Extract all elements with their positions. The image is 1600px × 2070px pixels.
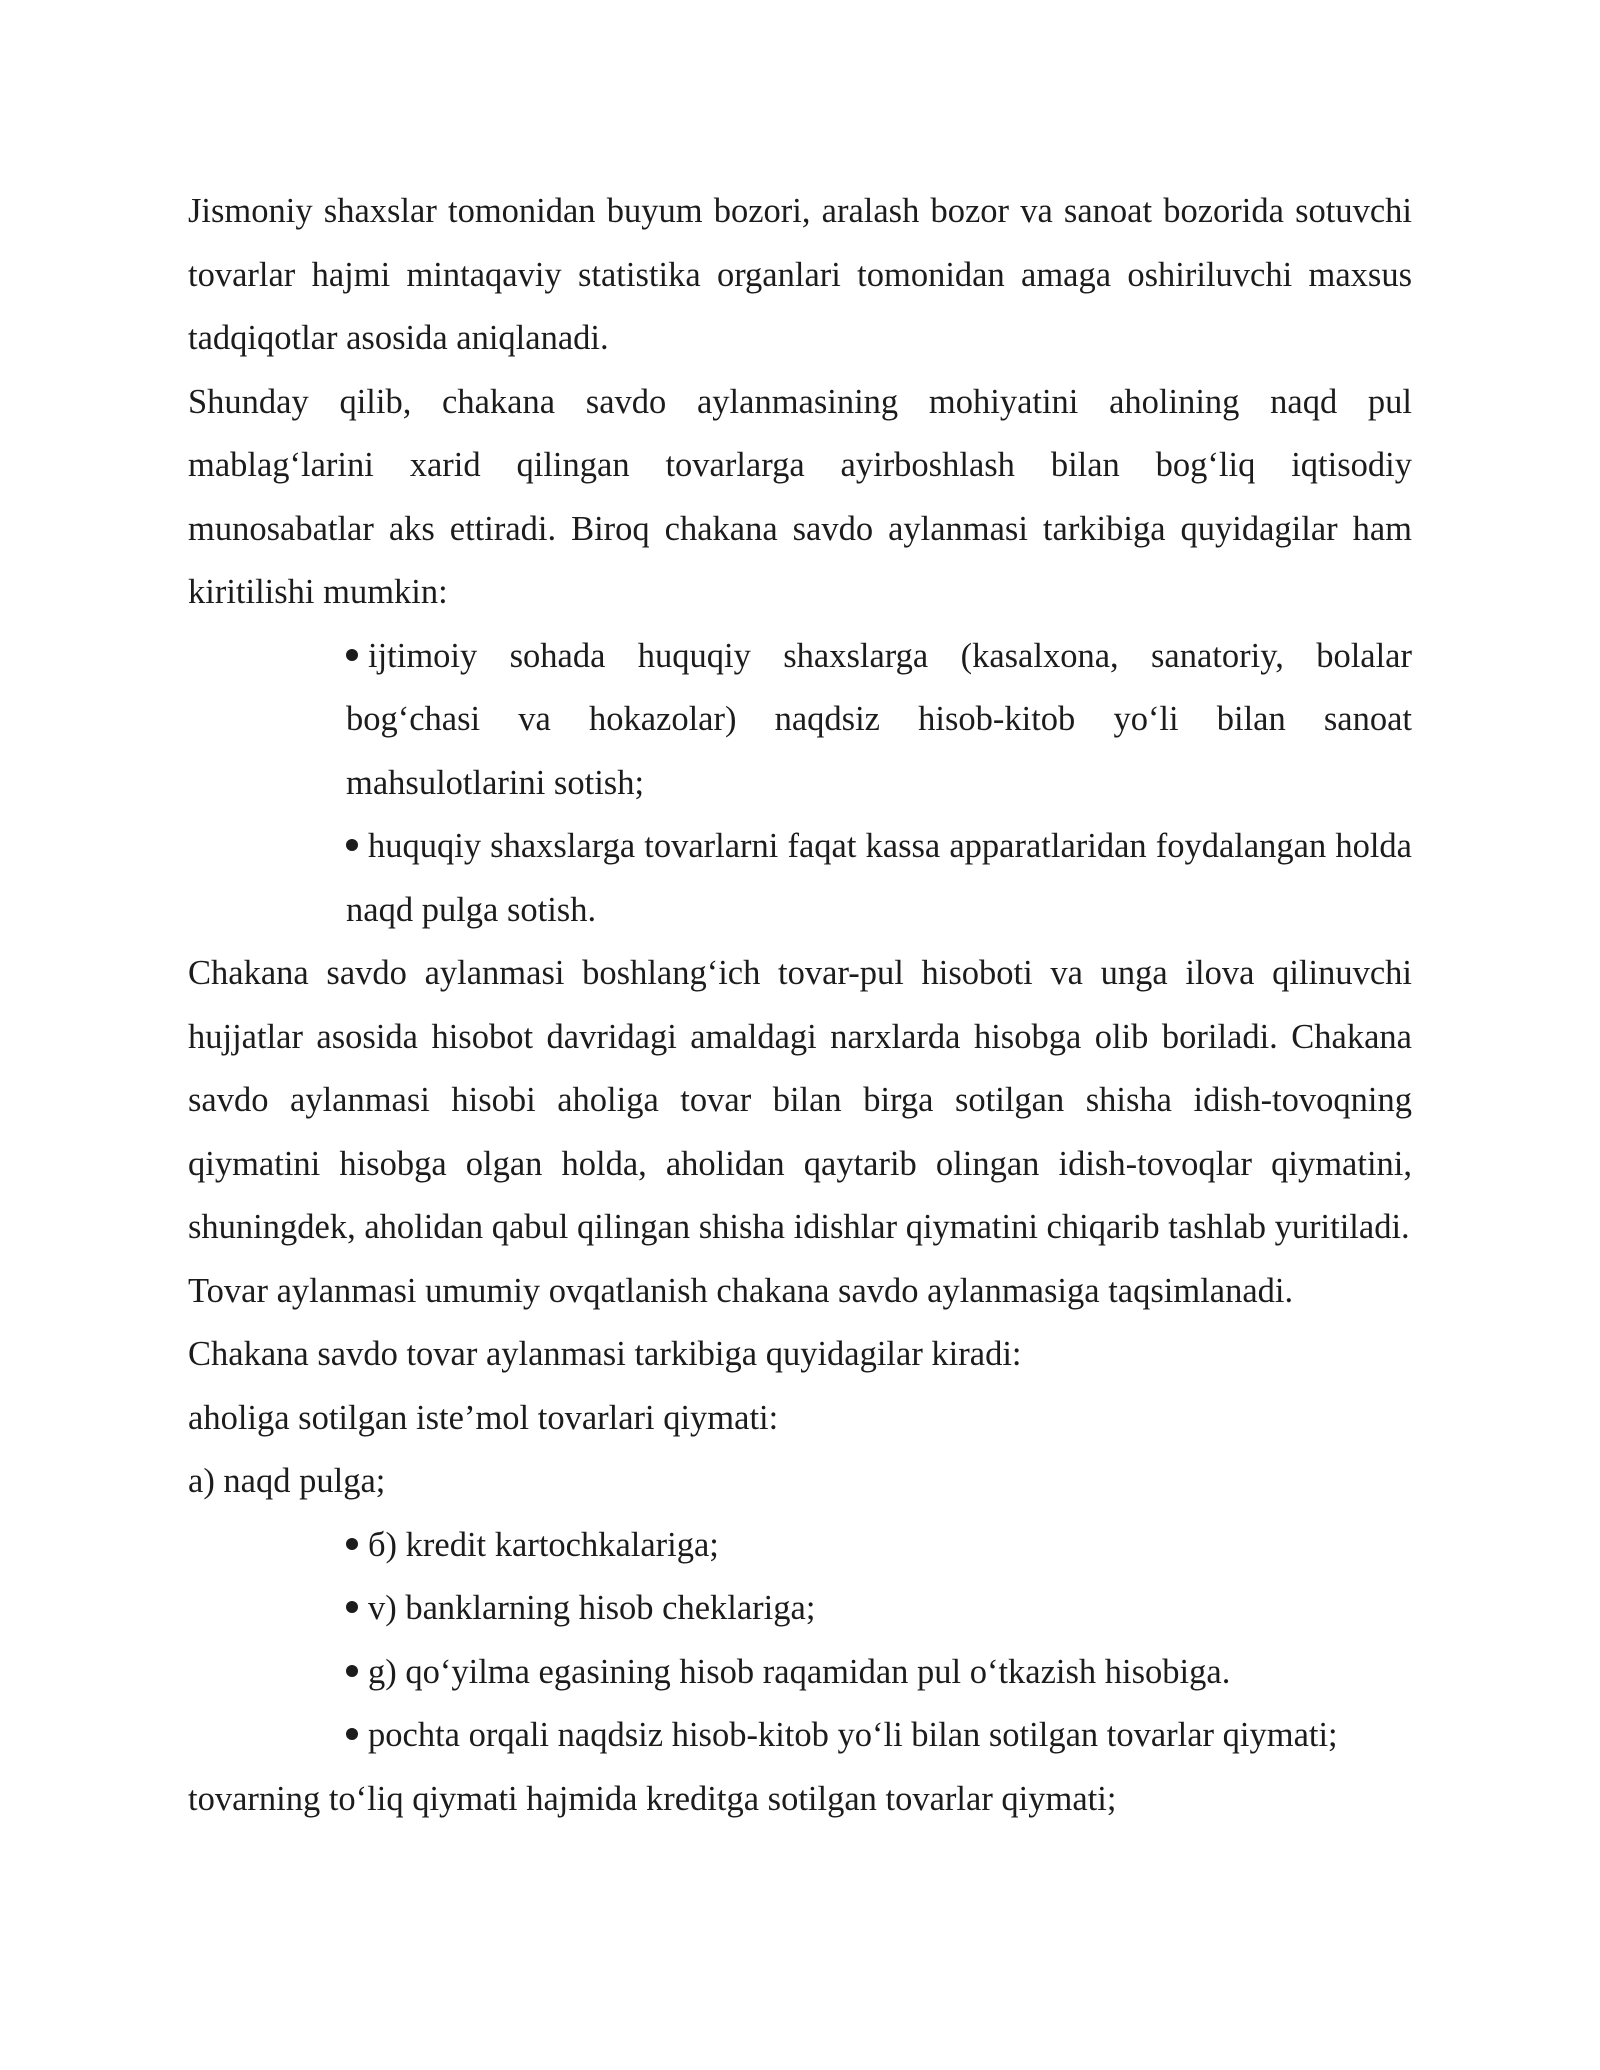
- list-item-text: pochta orqali naqdsiz hisob-kitob yo‘li bilan sotilgan tovarlar qiymati;: [368, 1716, 1338, 1754]
- bullet-icon: [346, 1728, 358, 1740]
- document-page: [188, 180, 1412, 1831]
- paragraph-retail-turnover-accounting: Chakana savdo aylanmasi boshlang‘ich tovar-pul hisoboti va unga ilova qilinuvchi hujjatlar asosida hisobot davridagi amaldagi narxlarda hisobga olib boriladi. Chakana savdo aylanmasi hisobi aholiga tovar bilan birga sotilgan shisha idish-tovoqning qiymatini hisobga olgan holda, aholidan qaytarib olingan idish-tovoqlar qiymatini, shuningdek, aholidan qabul qilingan shisha idishlar qiymatini chiqarib tashlab yuritiladi.: [188, 954, 1412, 1246]
- bullet-list-payment-methods: [188, 1514, 1412, 1768]
- paragraph-retail-turnover-essence: Shunday qilib, chakana savdo aylanmasining mohiyatini aholining naqd pul mablag‘larini xarid qilingan tovarlarga ayirboshlash bilan bog‘liq iqtisodiy munosabatlar aks ettiradi. Biroq chakana savdo aylanmasi tarkibiga quyidagilar ham kiritilishi mumkin:: [188, 382, 1412, 611]
- list-item: [346, 1514, 1412, 1578]
- list-item-text: huquqiy shaxslarga tovarlarni faqat kassa apparatlaridan foydalangan holda naqd pulga sotish.: [346, 827, 1412, 929]
- paragraph-cash-item: a) naqd pulga;: [188, 1462, 386, 1500]
- paragraph-credit-sales-value: tovarning to‘liq qiymati hajmida kreditga sotilgan tovarlar qiymati;: [188, 1779, 1117, 1818]
- paragraph-consumer-goods-value: aholiga sotilgan iste’mol tovarlari qiymati:: [188, 1398, 779, 1437]
- bullet-icon: [346, 649, 358, 661]
- list-item-text: g) qo‘yilma egasining hisob raqamidan pul o‘tkazish hisobiga.: [368, 1652, 1231, 1691]
- bullet-icon: [346, 1601, 358, 1613]
- list-item-text: б) kredit kartochkalariga;: [368, 1525, 719, 1564]
- list-item: [346, 625, 1412, 816]
- list-item: [346, 815, 1412, 942]
- list-item: [346, 1577, 1412, 1641]
- paragraph-turnover-catering: Tovar aylanmasi umumiy ovqatlanish chakana savdo aylanmasiga taqsimlanadi.: [188, 1271, 1294, 1310]
- paragraph-individuals-market-sales: Jismoniy shaxslar tomonidan buyum bozori, aralash bozor va sanoat bozorida sotuvchi tovarlar hajmi mintaqaviy statistika organlari tomonidan amaga oshiriluvchi maxsus tadqiqotlar asosida aniqlanadi.: [188, 192, 1412, 357]
- bullet-icon: [346, 839, 358, 851]
- bullet-list-retail-inclusions: [188, 625, 1412, 943]
- bullet-icon: [346, 1665, 358, 1677]
- paragraph-retail-composition-heading: Chakana savdo tovar aylanmasi tarkibiga quyidagilar kiradi:: [188, 1335, 1022, 1373]
- bullet-icon: [346, 1538, 358, 1550]
- list-item: [346, 1641, 1412, 1705]
- list-item-text: ijtimoiy sohada huquqiy shaxslarga (kasalxona, sanatoriy, bolalar bog‘chasi va hokazolar) naqdsiz hisob-kitob yo‘li bilan sanoat mahsulotlarini sotish;: [346, 636, 1412, 802]
- list-item-text: v) banklarning hisob cheklariga;: [368, 1589, 816, 1627]
- list-item: [346, 1704, 1412, 1768]
